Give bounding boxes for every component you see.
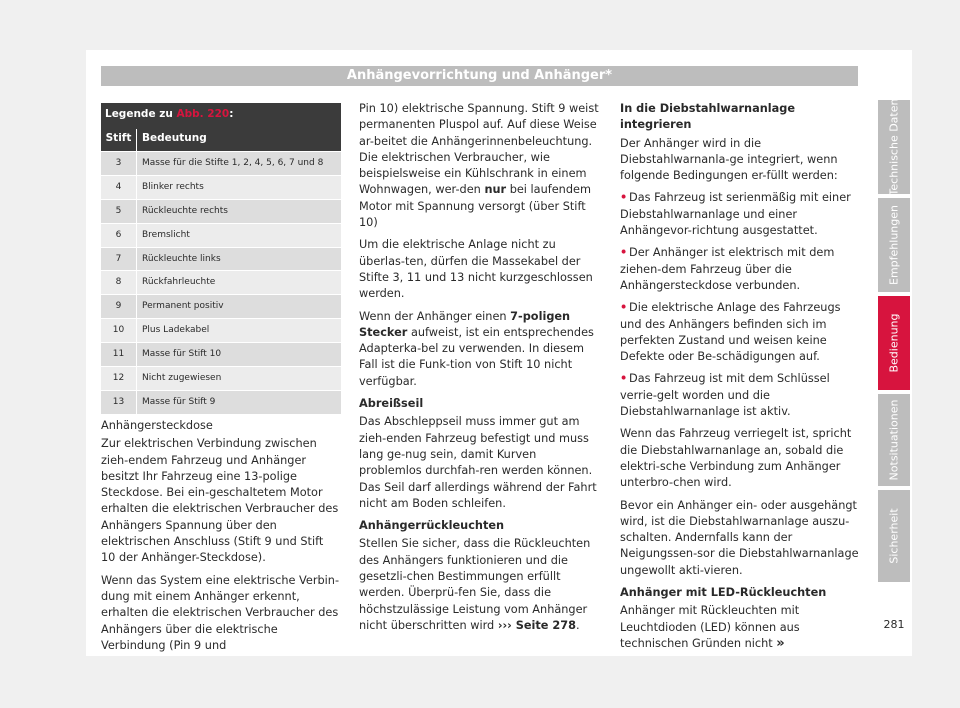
table-row xyxy=(101,247,341,271)
paragraph xyxy=(359,536,602,634)
text: Wenn der Anhänger einen xyxy=(359,309,507,323)
bullet-text: Das Fahrzeug ist serienmäßig mit einer Diebstahlwarnanlage und einer Anhängevor-richtung ausgestattet. xyxy=(620,191,851,238)
paragraph xyxy=(620,603,862,652)
emphasis: 7-poligen Stecker xyxy=(359,309,571,339)
pin-number: 9 xyxy=(115,301,122,312)
heading-anhaengersteckdose: Anhängersteckdose xyxy=(101,419,213,432)
continue-icon: » xyxy=(776,635,785,651)
text: Anhänger mit Rückleuchten mit Leuchtdioden (LED) können aus technischen Gründen nicht xyxy=(620,604,800,650)
tab-label: Sicherheit xyxy=(887,508,901,564)
pin-number: 12 xyxy=(112,373,125,384)
table-header xyxy=(101,125,341,151)
pin-meaning: Masse für die Stifte 1, 2, 4, 5, 6, 7 und 8 xyxy=(136,152,341,175)
pin-meaning: Rückleuchte links xyxy=(136,248,341,271)
pin-number: 10 xyxy=(112,325,125,336)
heading-abreissseil: Abreißseil xyxy=(359,397,424,411)
column-header-pin: Stift xyxy=(105,132,132,144)
pin-number: 5 xyxy=(115,205,122,216)
paragraph: Der Anhänger wird in die Diebstahlwarnanla-ge integriert, wenn folgende Bedingungen er-füllt werden: xyxy=(620,136,838,183)
link-text: Seite 278 xyxy=(515,618,576,632)
table-row xyxy=(101,318,341,342)
bullet-item xyxy=(620,300,862,365)
tab-label: Technische Daten xyxy=(887,98,901,196)
column-1 xyxy=(101,418,341,660)
paragraph xyxy=(359,101,602,231)
pin-number: 7 xyxy=(115,253,122,264)
paragraph: Zur elektrischen Verbindung zwischen zieh-endem Fahrzeug und Anhänger besitzt Ihr Fahrzeug eine 13-polige Steckdose. Bei ein-geschaltetem Motor erhalten die elektrischen Verbraucher des Anhängers Spannung über den elektrischen Anschluss (Stift 9 und Stift 10 der Anhänger-Steckdose). xyxy=(101,437,339,565)
bullet-text: Der Anhänger ist elektrisch mit dem ziehen-dem Fahrzeug über die Anhängersteckdose verbunden. xyxy=(620,246,835,292)
pin-table xyxy=(101,103,341,414)
link-arrow-icon: ››› xyxy=(497,618,512,632)
paragraph: Bevor ein Anhänger ein- oder ausgehängt wird, ist die Diebstahlwarnanlage auszu-schalten. Andernfalls kann der Neigungssen-sor die Diebstahlwarnanlage ungewollt akti-vieren. xyxy=(620,498,859,577)
tab-bedienung[interactable] xyxy=(878,296,910,390)
bullet-icon: • xyxy=(620,246,628,260)
bullet-icon: • xyxy=(620,372,628,386)
table-legend xyxy=(101,103,341,125)
paragraph xyxy=(359,309,602,390)
table-row xyxy=(101,270,341,294)
pin-meaning: Plus Ladekabel xyxy=(136,319,341,342)
section-header: Anhängevorrichtung und Anhänger* xyxy=(101,66,858,86)
table-row xyxy=(101,199,341,223)
pin-meaning: Nicht zugewiesen xyxy=(136,367,341,390)
column-header-meaning: Bedeutung xyxy=(142,132,207,144)
pin-meaning: Blinker rechts xyxy=(136,176,341,199)
bullet-item xyxy=(620,245,862,294)
table-row xyxy=(101,366,341,390)
heading-diebstahlwarnanlage: In die Diebstahlwarnanlage integrieren xyxy=(620,102,795,132)
table-row xyxy=(101,390,341,414)
legend-suffix: : xyxy=(229,108,234,120)
column-3 xyxy=(620,101,862,658)
table-row xyxy=(101,342,341,366)
pin-meaning: Permanent positiv xyxy=(136,295,341,318)
text: Pin 10) elektrische Spannung. Stift 9 weist permanenten Pluspol auf. Auf diese Weise ar-beitet die Anhängerinnenbeleuchtung. Die elektrischen Verbraucher, wie beispielsweise ein Kühlschrank in einem Wohnwagen, wer-den xyxy=(359,102,599,197)
figure-reference-link[interactable]: Abb. 220 xyxy=(176,108,230,120)
pin-meaning: Masse für Stift 10 xyxy=(136,343,341,366)
pin-meaning: Rückleuchte rechts xyxy=(136,200,341,223)
tab-label: Bedienung xyxy=(887,313,901,373)
pin-meaning: Masse für Stift 9 xyxy=(136,391,341,414)
table-row xyxy=(101,175,341,199)
pin-number: 11 xyxy=(112,349,125,360)
text: aufweist, ist ein entsprechendes Adapterka-bel zu verwenden. In diesem Fall ist die Funk-tion von Stift 10 nicht verfügbar. xyxy=(359,325,594,388)
pin-number: 13 xyxy=(112,396,125,407)
tab-empfehlungen[interactable] xyxy=(878,198,910,292)
bullet-item xyxy=(620,371,862,420)
paragraph: Wenn das Fahrzeug verriegelt ist, spricht die Diebstahlwarnanlage an, sobald die elektri-sche Verbindung zum Anhänger unterbro-chen wird. xyxy=(620,427,852,490)
tab-label: Empfehlungen xyxy=(887,205,901,285)
bullet-list xyxy=(620,190,862,420)
page-number: 281 xyxy=(883,618,905,631)
pin-number: 3 xyxy=(115,158,122,168)
bullet-text: Das Fahrzeug ist mit dem Schlüssel verrie-gelt worden und die Diebstahlwarnanlage ist aktiv. xyxy=(620,372,830,419)
paragraph: Um die elektrische Anlage nicht zu überlas-ten, dürfen die Massekabel der Stifte 3, 11 und 13 nicht kurzgeschlossen werden. xyxy=(359,238,593,301)
text: Stellen Sie sicher, dass die Rückleuchten des Anhängers funktionieren und die gesetzli-chen Bestimmungen erfüllt werden. Überprü-fen Sie, dass die höchstzulässige Leistung vom Anhänger nicht überschritten wird xyxy=(359,537,591,632)
pin-number: 8 xyxy=(115,277,122,288)
tab-label: Notsituationen xyxy=(887,399,901,481)
emphasis: nur xyxy=(484,183,507,197)
heading-led-rueckleuchten: Anhänger mit LED-Rückleuchten xyxy=(620,586,827,600)
tab-sicherheit[interactable] xyxy=(878,490,910,582)
table-body xyxy=(101,151,341,414)
pin-number: 4 xyxy=(115,181,122,192)
text: . xyxy=(575,618,580,632)
bullet-text: Die elektrische Anlage des Fahrzeugs und des Anhängers befinden sich im perfekten Zustand und weisen keine Defekte oder Be-schädigungen auf. xyxy=(620,301,841,364)
bullet-item xyxy=(620,190,862,239)
tab-technische-daten[interactable] xyxy=(878,100,910,194)
pin-meaning: Rückfahrleuchte xyxy=(136,271,341,294)
legend-prefix: Legende zu xyxy=(105,108,177,120)
tab-notsituationen[interactable] xyxy=(878,394,910,486)
paragraph: Das Abschleppseil muss immer gut am zieh-enden Fahrzeug befestigt und muss lang ge-nug sein, damit Kurven problemlos durchfah-ren werden können. Das Seil darf allerdings während der Fahrt nicht am Boden schleifen. xyxy=(359,415,597,510)
bullet-icon: • xyxy=(620,301,628,315)
pin-meaning: Bremslicht xyxy=(136,224,341,247)
heading-anhaengerrueckleuchten: Anhängerrückleuchten xyxy=(359,519,505,533)
table-row xyxy=(101,294,341,318)
text: bei laufendem Motor mit Spannung versorgt (über Stift 10) xyxy=(359,183,591,230)
pin-number: 6 xyxy=(115,229,122,240)
page-link[interactable] xyxy=(498,619,576,632)
table-row xyxy=(101,223,341,247)
column-2 xyxy=(359,101,602,640)
table-row xyxy=(101,151,341,175)
paragraph: Wenn das System eine elektrische Verbin-dung mit einem Anhänger erkennt, erhalten die elektrischen Verbraucher des Anhängers über die elektrische Verbindung (Pin 9 und xyxy=(101,573,340,652)
bullet-icon: • xyxy=(620,191,628,205)
